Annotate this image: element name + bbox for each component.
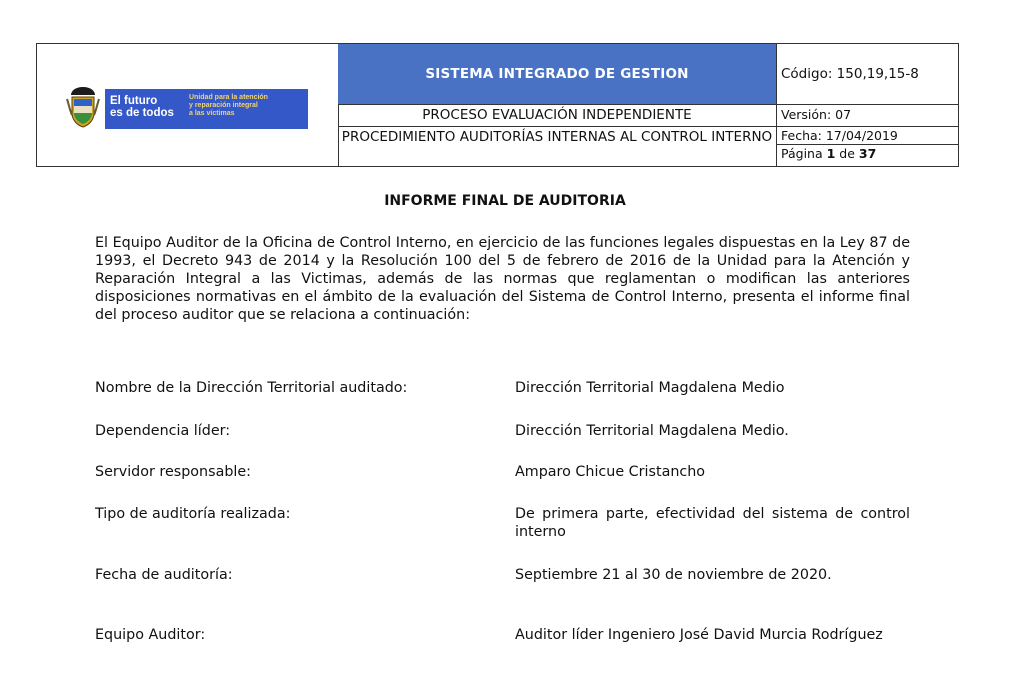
logo-brand-text: El futuro es de todos (110, 95, 174, 119)
document-header-table (36, 43, 959, 167)
report-title: INFORME FINAL DE AUDITORIA (384, 193, 626, 209)
field-value: Dirección Territorial Magdalena Medio (515, 380, 785, 396)
document-date: Fecha: 17/04/2019 (781, 128, 898, 143)
process-name: PROCESO EVALUACIÓN INDEPENDIENTE (422, 107, 692, 123)
system-title-cell (338, 44, 776, 104)
field-value: Amparo Chicue Cristancho (515, 464, 706, 480)
page-middle: de (835, 146, 859, 161)
field-label: Equipo Auditor: (95, 627, 206, 643)
page-number (781, 146, 876, 161)
field-value: De primera parte, efectividad del sistema de control interno (515, 506, 910, 540)
procedure-name: PROCEDIMIENTO AUDITORÍAS INTERNAS AL CONTROL INTERNO (341, 129, 773, 145)
page-prefix: Página (781, 146, 827, 161)
page-total: 37 (858, 146, 877, 161)
field-value: Dirección Territorial Magdalena Medio. (515, 423, 789, 439)
field-value: Septiembre 21 al 30 de noviembre de 2020. (515, 567, 832, 583)
logo-unit-text: Unidad para la atención y reparación integral a las víctimas (189, 94, 268, 117)
field-label: Dependencia líder: (95, 423, 231, 439)
header-divider (776, 44, 777, 166)
document-version: Versión: 07 (781, 107, 852, 122)
field-label: Fecha de auditoría: (95, 567, 233, 583)
page-current: 1 (826, 146, 836, 161)
system-title: SISTEMA INTEGRADO DE GESTION (425, 66, 689, 82)
unidad-victimas-logo (65, 85, 310, 133)
intro-paragraph: El Equipo Auditor de la Oficina de Control Interno, en ejercicio de las funciones legales dispuestas en la Ley 87 de 1993, el Decreto 943 de 2014 y la Resolución 100 del 5 de febrero de 2016 de la Unidad para la Atención y Reparación Integral a las Victimas, además de las normas que reglamentan o modifican las anteriores disposiciones normativas en el ámbito de la evaluación del Sistema de Control Interno, presenta el informe final del proceso auditor que se relaciona a continuación: (95, 235, 910, 323)
field-label: Nombre de la Dirección Territorial auditado: (95, 380, 408, 396)
field-value: Auditor líder Ingeniero José David Murcia Rodríguez (515, 627, 883, 643)
logo-cell (37, 44, 338, 166)
field-label: Servidor responsable: (95, 464, 251, 480)
colombia-coat-of-arms-icon (65, 85, 101, 129)
field-label: Tipo de auditoría realizada: (95, 506, 291, 522)
header-divider (776, 144, 958, 145)
document-code: Código: 150,19,15-8 (781, 66, 919, 82)
